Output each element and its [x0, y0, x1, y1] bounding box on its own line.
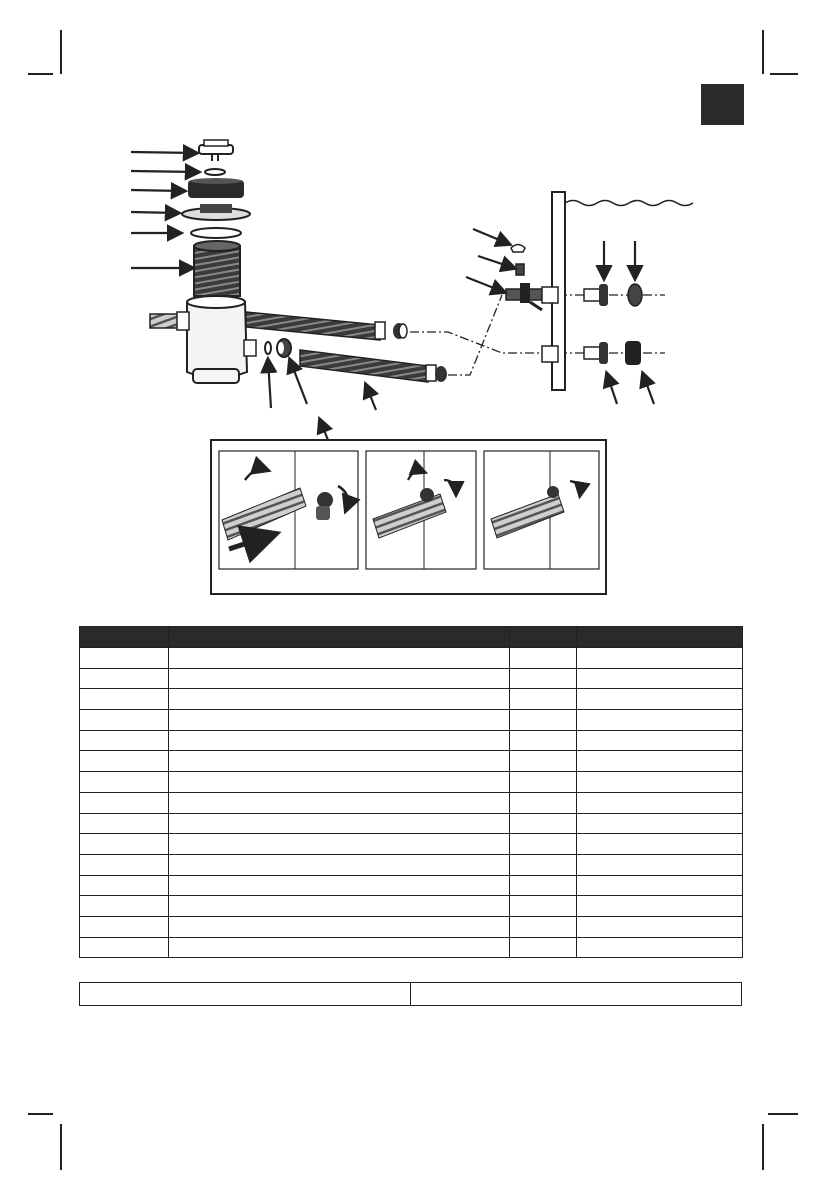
o-ring-icon	[511, 245, 525, 253]
o-ring-icon	[265, 342, 271, 354]
cartridge-icon	[194, 241, 240, 296]
table-cell	[169, 668, 510, 689]
strainer-icon	[393, 323, 407, 339]
table-cell	[169, 896, 510, 917]
table-row	[80, 751, 743, 772]
table-cell	[80, 710, 169, 731]
table-row	[80, 875, 743, 896]
table-cell	[577, 772, 743, 793]
table-cell	[80, 896, 169, 917]
filter-cover-icon	[182, 204, 250, 220]
table-row	[80, 772, 743, 793]
table-cell	[169, 648, 510, 669]
table-cell	[169, 772, 510, 793]
table-cell	[510, 751, 577, 772]
table-cell	[80, 875, 169, 896]
crop-mark	[60, 1124, 62, 1170]
clamp-step-3	[484, 451, 599, 569]
table-header-cell	[510, 627, 577, 648]
table-cell	[510, 668, 577, 689]
table-cell	[510, 875, 577, 896]
table-cell	[80, 813, 169, 834]
footer-cell-left	[80, 983, 411, 1005]
table-cell	[169, 834, 510, 855]
table-row	[80, 916, 743, 937]
table-cell	[80, 937, 169, 958]
table-cell	[80, 772, 169, 793]
table-cell	[169, 937, 510, 958]
table-footer-bar	[79, 982, 742, 1006]
strainer-icon	[435, 366, 447, 382]
hose-clamp-icon	[420, 488, 434, 502]
table-row	[80, 854, 743, 875]
table-cell	[577, 668, 743, 689]
table-cell	[169, 710, 510, 731]
table-header-row	[80, 627, 743, 648]
table-cell	[510, 896, 577, 917]
strainer-icon	[516, 264, 524, 275]
table-cell	[510, 648, 577, 669]
hose-icon	[246, 312, 385, 340]
strainer-icon	[277, 339, 291, 357]
table-cell	[577, 937, 743, 958]
table-cell	[80, 668, 169, 689]
table-row	[80, 668, 743, 689]
wall-fitting	[542, 346, 558, 362]
table-cell	[577, 854, 743, 875]
table-row	[80, 813, 743, 834]
table-cell	[80, 689, 169, 710]
table-header-cell	[169, 627, 510, 648]
table-cell	[80, 751, 169, 772]
table-cell	[577, 792, 743, 813]
hose-clamp-icon	[547, 486, 559, 498]
table-cell	[510, 813, 577, 834]
locking-ring-icon	[188, 178, 244, 198]
crop-mark	[28, 1113, 53, 1115]
table-cell	[510, 937, 577, 958]
table-cell	[577, 730, 743, 751]
table-row	[80, 834, 743, 855]
table-cell	[577, 834, 743, 855]
filter-lid-icon	[199, 140, 233, 161]
table-cell	[510, 710, 577, 731]
table-cell	[577, 648, 743, 669]
table-cell	[80, 916, 169, 937]
table-cell	[577, 916, 743, 937]
table-cell	[577, 751, 743, 772]
table-cell	[577, 813, 743, 834]
table-cell	[169, 854, 510, 875]
table-cell	[80, 792, 169, 813]
table-cell	[577, 896, 743, 917]
table-cell	[169, 730, 510, 751]
table-cell	[510, 772, 577, 793]
o-ring-icon	[205, 169, 225, 175]
filter-housing-icon	[150, 296, 256, 383]
table-cell	[169, 916, 510, 937]
table-row	[80, 710, 743, 731]
crop-mark	[768, 1113, 798, 1115]
table-cell	[169, 751, 510, 772]
table-cell	[510, 730, 577, 751]
table-cell	[510, 689, 577, 710]
table-cell	[510, 854, 577, 875]
table-row	[80, 689, 743, 710]
table-cell	[169, 792, 510, 813]
table-cell	[510, 792, 577, 813]
hose-icon	[300, 350, 436, 382]
table-cell	[169, 689, 510, 710]
table-row	[80, 648, 743, 669]
table-cell	[577, 875, 743, 896]
parts-table	[79, 626, 743, 958]
crop-mark	[762, 1124, 764, 1170]
footer-cell-right	[411, 983, 741, 1005]
clamp-step-1	[219, 451, 358, 569]
table-cell	[169, 813, 510, 834]
table-cell	[510, 916, 577, 937]
plunger-valve-icon	[506, 283, 558, 310]
table-header-cell	[577, 627, 743, 648]
table-row	[80, 937, 743, 958]
seal-ring-icon	[191, 228, 241, 238]
table-cell	[80, 854, 169, 875]
water-level-icon	[565, 201, 693, 206]
table-row	[80, 730, 743, 751]
table-cell	[80, 648, 169, 669]
table-cell	[577, 710, 743, 731]
table-cell	[169, 875, 510, 896]
clamp-step-2	[366, 451, 476, 569]
table-cell	[510, 834, 577, 855]
table-row	[80, 896, 743, 917]
table-cell	[80, 834, 169, 855]
table-cell	[577, 689, 743, 710]
table-cell	[80, 730, 169, 751]
table-row	[80, 792, 743, 813]
table-header-cell	[80, 627, 169, 648]
